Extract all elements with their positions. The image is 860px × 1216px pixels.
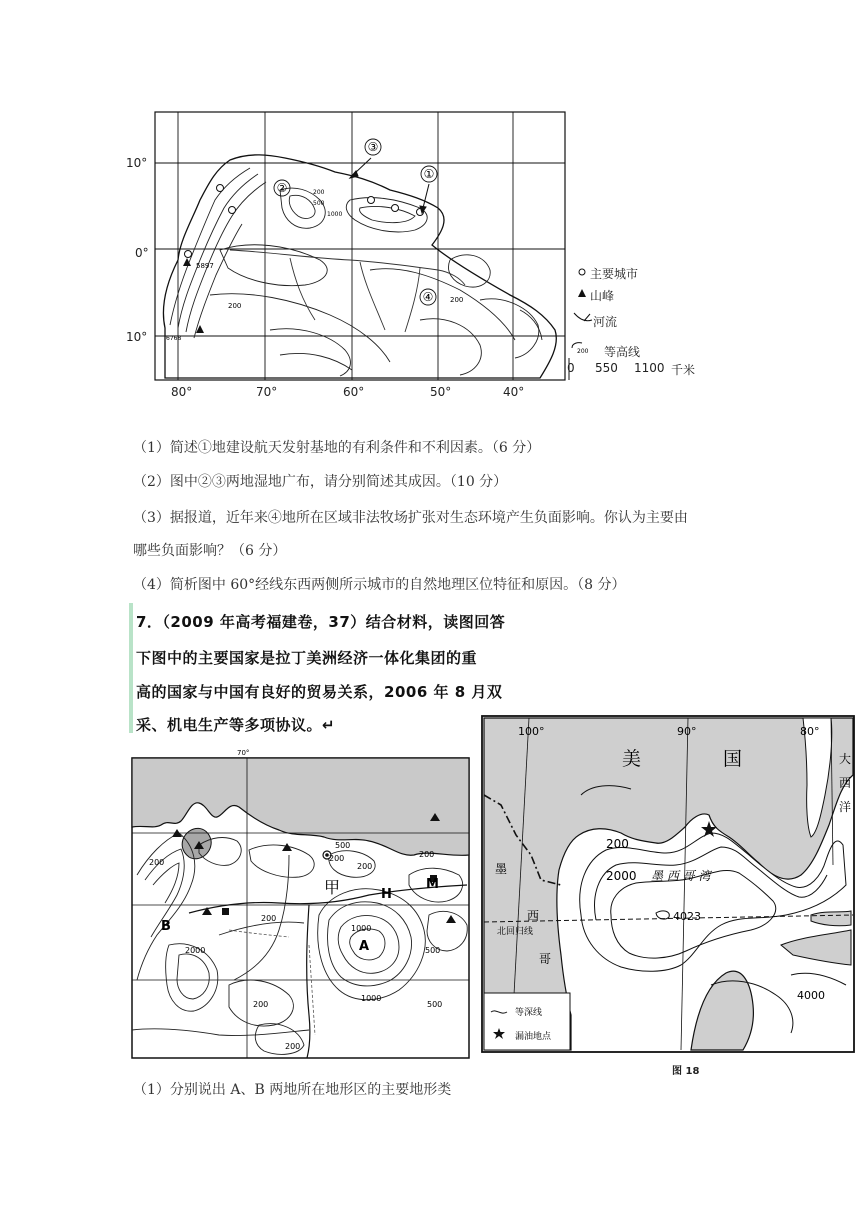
ocean-1: 大 — [839, 752, 852, 766]
map2-lon-70: 70° — [237, 749, 250, 757]
us-label-2: 国 — [723, 748, 743, 770]
contour-label: 500 — [425, 946, 441, 955]
contour-label: 1000 — [351, 924, 372, 933]
depth-4000: 4000 — [797, 989, 825, 1002]
question-3-cont: 哪些负面影响？（6 分） — [133, 543, 287, 559]
lon-label-70: 70° — [256, 385, 278, 399]
callout-3: ③ — [367, 140, 379, 154]
figure-caption: 图 18 — [672, 1066, 700, 1077]
question-2: （2）图中②③两地湿地广布，请分别简述其成因。（10 分） — [133, 474, 508, 490]
map3 — [481, 715, 857, 1055]
tropic-label: 北回归线 — [497, 927, 534, 937]
map3-svg — [481, 715, 857, 1055]
contour-label: 1000 — [327, 211, 343, 218]
contour-label: 200 — [450, 296, 464, 304]
lon-label-80: 80° — [171, 385, 193, 399]
scale-550: 550 — [595, 361, 618, 375]
depth-200: 200 — [606, 837, 629, 851]
us-label-1: 美 — [622, 748, 642, 770]
label-B: B — [161, 919, 171, 934]
scan-edge — [129, 603, 133, 733]
scale-unit: 千米 — [671, 363, 696, 377]
lon-80: 80° — [800, 725, 820, 738]
depth-4023: 4023 — [673, 910, 701, 923]
lat-label-0: 0° — [135, 246, 149, 260]
label-M: M — [426, 877, 439, 892]
mexico-2: 西 — [527, 909, 540, 923]
contour-label: 500 — [335, 841, 351, 850]
legend-city: 主要城市 — [590, 267, 639, 281]
map2 — [129, 745, 469, 1060]
contour-label: 200 — [329, 854, 345, 863]
label-jia: 甲 — [324, 878, 341, 897]
q7-line-3: 高的国家与中国有良好的贸易关系，2006 年 8 月双 — [136, 683, 503, 701]
contour-label: 1000 — [361, 994, 382, 1003]
contour-label: 500 — [427, 1000, 443, 1009]
label-A: A — [359, 939, 370, 954]
contour-label: 500 — [313, 200, 325, 207]
legend-spill: 漏油地点 — [515, 1032, 552, 1042]
q7-line-2: 下图中的主要国家是拉丁美洲经济一体化集团的重 — [136, 649, 478, 667]
ocean-2: 西 — [839, 776, 852, 790]
label-H: H — [381, 887, 392, 902]
contour-label: 200 — [357, 862, 373, 871]
legend-contour: 等高线 — [604, 345, 641, 359]
legend-peak: 山峰 — [590, 289, 615, 303]
question-4: （4）简析图中 60°经线东西两侧所示城市的自然地理区位特征和原因。（8 分） — [133, 577, 626, 593]
ocean-3: 洋 — [839, 800, 852, 814]
contour-label: 200 — [253, 1000, 269, 1009]
lon-90: 90° — [677, 725, 697, 738]
legend-river: 河流 — [593, 315, 618, 329]
gulf-label: 墨 西 哥 湾 — [651, 869, 711, 883]
lat-label-s10: 10° — [126, 330, 148, 344]
callout-2: ② — [276, 181, 288, 195]
mexico-3: 哥 — [539, 952, 552, 966]
lat-label-n10: 10° — [126, 156, 148, 170]
peak-height: 6768 — [166, 335, 182, 342]
contour-label: 2000 — [185, 946, 206, 955]
question-3: （3）据报道，近年来④地所在区域非法牧场扩张对生态环境产生负面影响。你认为主要由 — [133, 510, 688, 526]
contour-label: 200 — [149, 858, 165, 867]
map2-svg — [129, 745, 469, 1060]
lon-label-40: 40° — [503, 385, 525, 399]
contour-label: 200 — [285, 1042, 301, 1051]
depth-2000: 2000 — [606, 869, 637, 883]
lon-100: 100° — [518, 725, 545, 738]
bottom-question: （1）分别说出 A、B 两地所在地形区的主要地形类 — [133, 1082, 452, 1098]
legend-isobath: 等深线 — [515, 1008, 543, 1018]
peak-height: 5897 — [196, 262, 214, 270]
scale-1100: 1100 — [634, 361, 665, 375]
question-1: （1）简述①地建设航天发射基地的有利条件和不利因素。（6 分） — [133, 440, 541, 456]
lon-label-60: 60° — [343, 385, 365, 399]
lon-label-50: 50° — [430, 385, 452, 399]
contour-label: 200 — [261, 914, 277, 923]
callout-4: ④ — [422, 290, 434, 304]
callout-1: ① — [423, 167, 435, 181]
q7-line-1: 7．（2009 年高考福建卷，37）结合材料，读图回答 — [136, 613, 506, 631]
mexico-1: 墨 — [495, 862, 508, 876]
q7-line-4: 采、机电生产等多项协议。↵ — [136, 716, 336, 734]
peak-icon — [183, 258, 191, 266]
contour-label: 200 — [228, 302, 242, 310]
scale-0: 0 — [567, 361, 575, 375]
contour-label: 200 — [313, 189, 325, 196]
legend-contour-value: 200 — [577, 348, 589, 355]
contour-label: 200 — [419, 850, 435, 859]
